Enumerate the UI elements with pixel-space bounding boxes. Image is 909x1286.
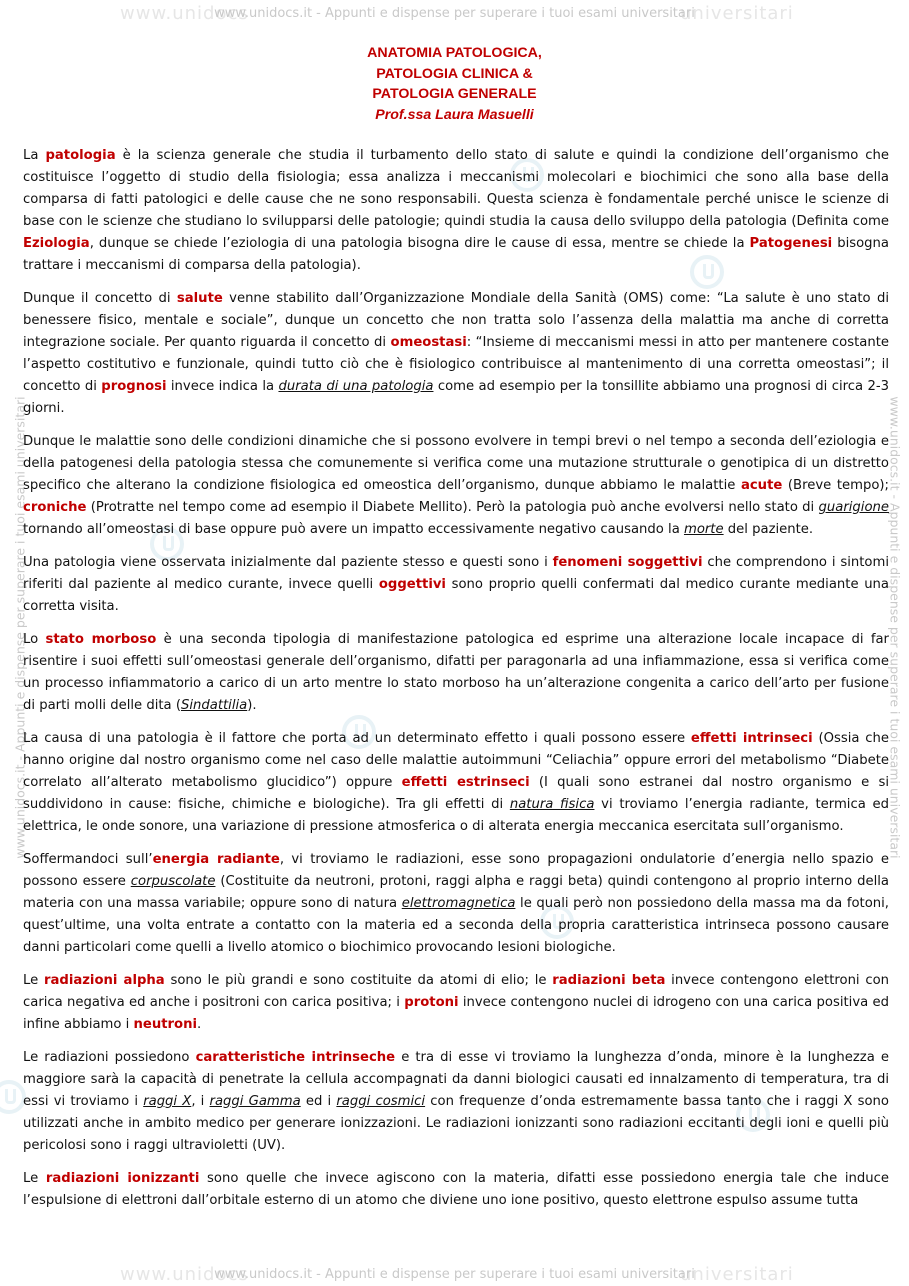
document-body <box>23 145 889 1223</box>
keyword: omeostasi <box>390 335 467 350</box>
text-run: . <box>197 1017 202 1032</box>
paragraph <box>23 288 889 420</box>
paragraph <box>23 728 889 838</box>
text-run: Le radiazioni possiedono <box>23 1050 196 1065</box>
title-line-3: PATOLOGIA GENERALE <box>372 86 537 102</box>
keyword: oggettivi <box>378 577 446 592</box>
keyword: radiazioni beta <box>552 973 666 988</box>
text-run: Una patologia viene osservata inizialmente dal paziente stesso e questi sono i <box>23 555 553 570</box>
paragraph <box>23 849 889 959</box>
watermark-faint-bottom-right: universitari <box>680 1264 794 1285</box>
emphasis: morte <box>683 522 724 537</box>
text-run: è una seconda tipologia di manifestazione patologica ed esprime una alterazione locale incapace di far risentire i suoi effetti sull’omeostasi generale dell’organismo, difatti per paragonarla ad una infiammazione, essa si verifica come un processo infiammatorio a carico di un arto mentre lo stato morboso ha un’alterazione congenita a carico dell’arto per fusione di parti molli delle dita ( <box>23 632 889 713</box>
emphasis: raggi X <box>143 1094 192 1109</box>
text-run: , vi troviamo le radiazioni, esse sono propagazioni ondulatorie d’energia nello spazio e possono essere <box>23 852 889 889</box>
emphasis: elettromagnetica <box>401 896 516 911</box>
text-run: che comprendono i sintomi riferiti dal paziente al medico curante, invece quelli <box>23 555 890 592</box>
keyword: caratteristiche intrinseche <box>195 1050 396 1065</box>
emphasis: natura fisica <box>509 797 595 812</box>
paragraph <box>23 629 889 717</box>
text-run: venne stabilito dall’Organizzazione Mondiale della Sanità (OMS) come: “La salute è uno stato di benessere fisico, mentale e sociale”, dunque un concetto che non tratta solo l’assenza della malattia ma anche di corretta integrazione sociale. Per quanto riguarda il concetto di <box>23 291 890 350</box>
text-run: e tra di esse vi troviamo la lunghezza d’onda, minore è la lunghezza e maggiore sarà la capacità di penetrate la cellula accompagnati da danni biologici causati ed innalzamento di temperatura, tra di essi vi troviamo i <box>23 1050 889 1109</box>
emphasis: Sindattilia <box>180 698 248 713</box>
keyword: protoni <box>404 995 459 1010</box>
keyword: effetti estrinseci <box>401 775 530 790</box>
text-run: è la scienza generale che studia il turbamento dello stato di salute e quindi la condizione dell’organismo che costituisce l’oggetto di studio della fisiologia; essa analizza i meccanismi molecolari e biochimici che sono alla base della comparsa di fatti patologici e delle cause che ne sono responsabili. Questa scienza è fondamentale perché unisce le scienze di base con le scienze che studiano lo svilupparsi delle patologie; quindi studia la causa dello sviluppo della patologia (Definita come <box>23 148 889 229</box>
emphasis: raggi Gamma <box>209 1094 301 1109</box>
text-run: Dunque il concetto di <box>23 291 177 306</box>
text-run: Le <box>23 1171 46 1186</box>
keyword: salute <box>176 291 223 306</box>
text-run: (Ossia che hanno origine dal nostro organismo come nel caso delle malattie autoimmuni “Celiachia” oppure errori del metabolismo “Diabete correlato all’alterato metabolismo glucidico”) oppure <box>23 731 890 790</box>
keyword: radiazioni ionizzanti <box>45 1171 200 1186</box>
text-run: Soffermandoci sull’ <box>23 852 153 867</box>
professor-name: Prof.ssa Laura Masuelli <box>375 106 534 123</box>
keyword: fenomeni soggettivi <box>552 555 703 570</box>
text-run: La <box>23 148 46 163</box>
text-run: tornando all’omeostasi di base oppure può avere un impatto eccessivamente negativo causando la <box>23 522 684 537</box>
text-run: vi troviamo l’energia radiante, termica ed elettrica, le onde sonore, una variazione di pressione atmosferica o di alterata energia meccanica esercitata sull’organismo. <box>23 797 889 834</box>
text-run: (Costituite da neutroni, protoni, raggi alpha e raggi beta) quindi contengono al proprio interno della materia con una massa variabile; oppure sono di natura <box>23 874 889 911</box>
keyword: stato morboso <box>45 632 157 647</box>
watermark-faint-left: www.unidocs <box>120 3 249 24</box>
text-run: invece contengono nuclei di idrogeno con una carica positiva ed infine abbiamo i <box>23 995 889 1032</box>
keyword: croniche <box>23 500 87 515</box>
text-run: invece indica la <box>166 379 279 394</box>
watermark-right-side: www.unidocs.it - Appunti e dispense per superare i tuoi esami universitari <box>887 396 903 859</box>
text-run: , dunque se chiede l’eziologia di una patologia bisogna dire le cause di essa, mentre se chiede la <box>89 236 750 251</box>
keyword: Patogenesi <box>749 236 833 251</box>
text-run: : “Insieme di meccanismi messi in atto per mantenere costante l’aspetto costitutivo e funzionale, quindi tutto ciò che è fisiologico contribuisce al mantenimento di una corretta omeostasi”; il concetto di <box>23 335 889 394</box>
text-run: le quali però non possiedono della massa ma da fotoni, quest’ultime, una volta entrate a contatto con la materia ed a seconda della propria caratteristica intrinseca possono causare danni particolari come quelli a livello atomico o biochimico provocando lesioni biologiche. <box>23 896 889 955</box>
keyword: effetti intrinseci <box>690 731 813 746</box>
document-header <box>0 43 909 125</box>
keyword: neutroni <box>133 1017 198 1032</box>
watermark-left-side: www.unidocs.it - Appunti e dispense per superare i tuoi esami universitari <box>12 396 28 859</box>
emphasis: durata di una patologia <box>278 379 434 394</box>
text-run: (Breve tempo); <box>782 478 889 493</box>
emphasis: raggi cosmici <box>336 1094 426 1109</box>
paragraph <box>23 1168 889 1212</box>
text-run: (Protratte nel tempo come ad esempio il Diabete Mellito). Però la patologia può anche evolversi nello stato di <box>86 500 819 515</box>
watermark-bottom: www.unidocs.it - Appunti e dispense per superare i tuoi esami universitari <box>214 1267 695 1282</box>
paragraph <box>23 552 889 618</box>
keyword: prognosi <box>101 379 167 394</box>
text-run: ed i <box>300 1094 337 1109</box>
watermark-faint-bottom-left: www.unidocs <box>120 1264 249 1285</box>
keyword: acute <box>740 478 783 493</box>
title-line-1: ANATOMIA PATOLOGICA, <box>367 45 542 61</box>
text-run: (I quali sono estranei dal nostro organismo e si suddividono in cause: fisiche, chimiche e biologiche). Tra gli effetti di <box>23 775 889 812</box>
text-run: del paziente. <box>723 522 814 537</box>
text-run: con frequenze d’onda estremamente bassa tanto che i raggi X sono utilizzati anche in ambito medico per generare ionizzazioni. Le radiazioni ionizzanti sono radiazioni eccitanti degli ioni e quelli più pericolosi sono i raggi ultravioletti (UV). <box>23 1094 889 1153</box>
paragraph <box>23 431 889 541</box>
text-run: come ad esempio per la tonsillite abbiamo una prognosi di circa 2-3 giorni. <box>23 379 889 416</box>
text-run: bisogna trattare i meccanismi di comparsa della patologia). <box>23 236 889 273</box>
text-run: ). <box>247 698 257 713</box>
text-run: , i <box>191 1094 210 1109</box>
text-run: invece contengono elettroni con carica negativa ed anche i positroni con carica positiva; i <box>23 973 890 1010</box>
keyword: Eziologia <box>23 236 90 251</box>
emphasis: corpuscolate <box>130 874 216 889</box>
text-run: Le <box>23 973 44 988</box>
text-run: sono proprio quelli confermati dal medico curante mediante una corretta visita. <box>23 577 889 614</box>
text-run: sono le più grandi e sono costituite da atomi di elio; le <box>164 973 553 988</box>
text-run: Lo <box>23 632 46 647</box>
watermark-faint-right: universitari <box>680 3 794 24</box>
keyword: radiazioni alpha <box>43 973 165 988</box>
text-run: La causa di una patologia è il fattore che porta ad un determinato effetto i quali possono essere <box>23 731 691 746</box>
emphasis: guarigione <box>818 500 889 515</box>
paragraph <box>23 145 889 277</box>
text-run: sono quelle che invece agiscono con la materia, difatti esse possiedono energia tale che induce l’espulsione di elettroni dall’orbitale esterno di un atomo che diviene uno ione positivo, questo elettrone espulso assume tutta <box>23 1171 890 1208</box>
keyword: patologia <box>45 148 116 163</box>
title-line-2: PATOLOGIA CLINICA & <box>376 65 533 82</box>
paragraph <box>23 1047 889 1157</box>
text-run: Dunque le malattie sono delle condizioni dinamiche che si possono evolvere in tempi brevi o nel tempo a seconda dell’eziologia e della patogenesi della patologia stessa che comunemente si verifica come una mutazione strutturale o genotipica di un distretto specifico che alterano la condizione fisiologica ed omeostica dell’organismo, dunque abbiamo le malattie <box>23 434 889 493</box>
watermark-top: www.unidocs.it - Appunti e dispense per superare i tuoi esami universitari <box>214 6 695 21</box>
paragraph <box>23 970 889 1036</box>
keyword: energia radiante <box>152 852 280 867</box>
